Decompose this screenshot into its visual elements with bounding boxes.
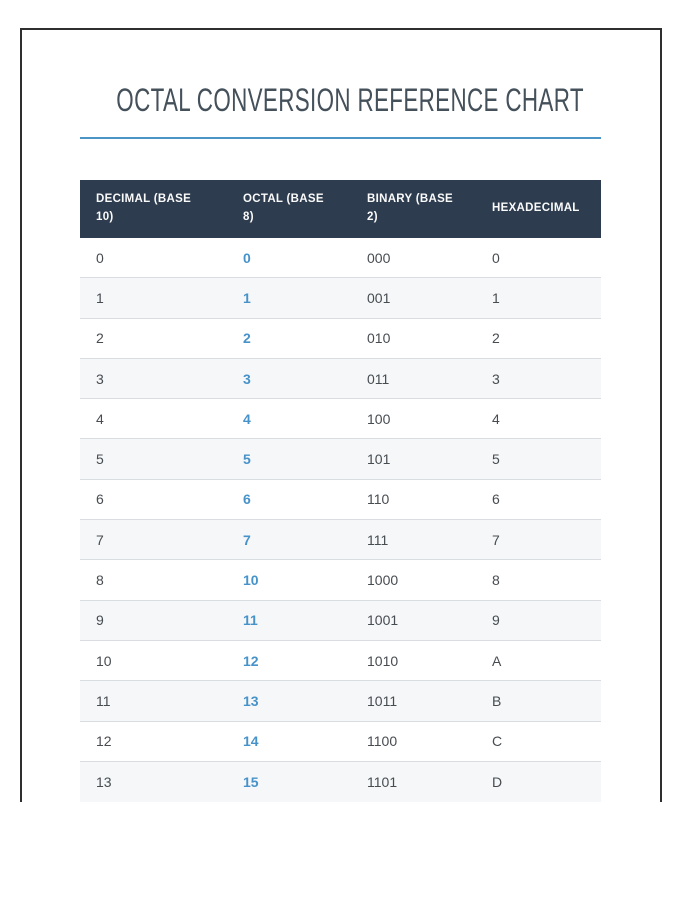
octal-link[interactable]: 14 bbox=[243, 733, 259, 750]
cell-decimal bbox=[80, 359, 227, 399]
table-row bbox=[80, 722, 601, 762]
cell-binary bbox=[351, 399, 476, 439]
cell-octal bbox=[227, 278, 351, 318]
cell-decimal bbox=[80, 439, 227, 479]
octal-link[interactable]: 1 bbox=[243, 289, 251, 306]
decimal-value: 10 bbox=[96, 652, 112, 669]
cell-decimal bbox=[80, 238, 227, 278]
cell-decimal bbox=[80, 762, 227, 802]
column-header-decimal-label: DECIMAL (BASE 10) bbox=[96, 193, 192, 223]
cell-binary bbox=[351, 278, 476, 318]
decimal-value: 9 bbox=[96, 612, 104, 629]
cell-hex bbox=[476, 278, 601, 318]
table-header-row bbox=[80, 180, 601, 238]
decimal-value: 12 bbox=[96, 733, 112, 750]
binary-value: 1001 bbox=[367, 612, 399, 629]
cell-binary bbox=[351, 480, 476, 520]
cell-hex bbox=[476, 238, 601, 278]
cell-decimal bbox=[80, 681, 227, 721]
cell-decimal bbox=[80, 520, 227, 560]
table-row bbox=[80, 762, 601, 802]
column-header-octal-label: OCTAL (BASE 8) bbox=[243, 193, 324, 223]
cell-binary bbox=[351, 681, 476, 721]
table-row bbox=[80, 560, 601, 600]
cell-hex bbox=[476, 601, 601, 641]
hex-value: 4 bbox=[492, 410, 500, 427]
octal-link[interactable]: 11 bbox=[243, 612, 258, 629]
octal-link[interactable]: 4 bbox=[243, 410, 251, 427]
column-header-octal bbox=[227, 180, 351, 238]
decimal-value: 0 bbox=[96, 249, 104, 266]
octal-link[interactable]: 3 bbox=[243, 370, 251, 387]
cell-octal bbox=[227, 238, 351, 278]
table-row bbox=[80, 601, 601, 641]
cell-hex bbox=[476, 359, 601, 399]
cell-hex bbox=[476, 762, 601, 802]
cell-octal bbox=[227, 480, 351, 520]
cell-octal bbox=[227, 399, 351, 439]
column-header-hexadecimal bbox=[476, 180, 601, 238]
binary-value: 1000 bbox=[367, 572, 399, 589]
table-row bbox=[80, 681, 601, 721]
conversion-table-container bbox=[80, 180, 601, 802]
binary-value: 000 bbox=[367, 249, 391, 266]
cell-decimal bbox=[80, 560, 227, 600]
cell-binary bbox=[351, 722, 476, 762]
octal-link[interactable]: 6 bbox=[243, 491, 251, 508]
hex-value: 8 bbox=[492, 572, 500, 589]
cell-decimal bbox=[80, 480, 227, 520]
column-header-hexadecimal-label: HEXADECIMAL bbox=[492, 202, 580, 215]
cell-binary bbox=[351, 439, 476, 479]
cell-decimal bbox=[80, 601, 227, 641]
hex-value: A bbox=[492, 652, 502, 669]
binary-value: 010 bbox=[367, 330, 391, 347]
decimal-value: 13 bbox=[96, 774, 112, 790]
decimal-value: 3 bbox=[96, 370, 104, 387]
binary-value: 110 bbox=[367, 491, 390, 508]
table-row bbox=[80, 359, 601, 399]
column-header-decimal bbox=[80, 180, 227, 238]
decimal-value: 8 bbox=[96, 572, 104, 589]
column-header-binary-label: BINARY (BASE 2) bbox=[367, 193, 454, 223]
octal-link[interactable]: 12 bbox=[243, 652, 259, 669]
hex-value: 9 bbox=[492, 612, 500, 629]
decimal-value: 2 bbox=[96, 330, 104, 347]
hex-value: 6 bbox=[492, 491, 500, 508]
cell-binary bbox=[351, 560, 476, 600]
cell-octal bbox=[227, 722, 351, 762]
column-header-binary bbox=[351, 180, 476, 238]
cell-hex bbox=[476, 399, 601, 439]
cell-binary bbox=[351, 238, 476, 278]
octal-link[interactable]: 15 bbox=[243, 774, 259, 790]
cell-octal bbox=[227, 319, 351, 359]
cell-binary bbox=[351, 359, 476, 399]
hex-value: 7 bbox=[492, 531, 500, 548]
cell-decimal bbox=[80, 399, 227, 439]
binary-value: 1011 bbox=[367, 692, 398, 709]
cell-hex bbox=[476, 681, 601, 721]
cell-binary bbox=[351, 520, 476, 560]
binary-value: 101 bbox=[367, 451, 391, 468]
cell-octal bbox=[227, 439, 351, 479]
cell-octal bbox=[227, 641, 351, 681]
table-row bbox=[80, 238, 601, 278]
cell-hex bbox=[476, 520, 601, 560]
table-body bbox=[80, 238, 601, 802]
cell-binary bbox=[351, 601, 476, 641]
hex-value: 0 bbox=[492, 249, 500, 266]
hex-value: B bbox=[492, 692, 502, 709]
decimal-value: 4 bbox=[96, 410, 104, 427]
page-title: OCTAL CONVERSION REFERENCE CHART bbox=[116, 82, 584, 118]
cell-octal bbox=[227, 762, 351, 802]
cell-octal bbox=[227, 359, 351, 399]
hex-value: 1 bbox=[492, 289, 500, 306]
cell-decimal bbox=[80, 641, 227, 681]
binary-value: 1101 bbox=[367, 774, 398, 790]
table-row bbox=[80, 319, 601, 359]
cell-hex bbox=[476, 722, 601, 762]
cell-octal bbox=[227, 681, 351, 721]
binary-value: 111 bbox=[367, 531, 389, 548]
decimal-value: 7 bbox=[96, 531, 104, 548]
table-row bbox=[80, 641, 601, 681]
table-row bbox=[80, 278, 601, 318]
table-row bbox=[80, 399, 601, 439]
binary-value: 1100 bbox=[367, 733, 398, 750]
table-row bbox=[80, 520, 601, 560]
hex-value: 2 bbox=[492, 330, 500, 347]
octal-link[interactable]: 2 bbox=[243, 330, 251, 347]
table-row bbox=[80, 480, 601, 520]
cell-binary bbox=[351, 319, 476, 359]
cell-hex bbox=[476, 641, 601, 681]
hex-value: C bbox=[492, 733, 503, 750]
octal-link[interactable]: 7 bbox=[243, 531, 251, 548]
decimal-value: 5 bbox=[96, 451, 104, 468]
hex-value: D bbox=[492, 774, 503, 790]
octal-link[interactable]: 0 bbox=[243, 249, 251, 266]
cell-decimal bbox=[80, 319, 227, 359]
octal-link[interactable]: 5 bbox=[243, 451, 251, 468]
cell-decimal bbox=[80, 722, 227, 762]
octal-link[interactable]: 13 bbox=[243, 692, 259, 709]
conversion-table bbox=[80, 180, 601, 802]
cell-binary bbox=[351, 641, 476, 681]
cell-hex bbox=[476, 560, 601, 600]
table-row bbox=[80, 439, 601, 479]
cell-hex bbox=[476, 439, 601, 479]
hex-value: 5 bbox=[492, 451, 500, 468]
binary-value: 001 bbox=[367, 289, 391, 306]
decimal-value: 6 bbox=[96, 491, 104, 508]
binary-value: 100 bbox=[367, 410, 391, 427]
cell-octal bbox=[227, 560, 351, 600]
cell-binary bbox=[351, 762, 476, 802]
cell-decimal bbox=[80, 278, 227, 318]
cell-hex bbox=[476, 319, 601, 359]
decimal-value: 1 bbox=[96, 289, 104, 306]
octal-link[interactable]: 10 bbox=[243, 572, 259, 589]
binary-value: 011 bbox=[367, 370, 390, 387]
decimal-value: 11 bbox=[96, 692, 111, 709]
cell-hex bbox=[476, 480, 601, 520]
cell-octal bbox=[227, 601, 351, 641]
hex-value: 3 bbox=[492, 370, 500, 387]
cell-octal bbox=[227, 520, 351, 560]
binary-value: 1010 bbox=[367, 652, 399, 669]
title-divider bbox=[80, 137, 601, 139]
